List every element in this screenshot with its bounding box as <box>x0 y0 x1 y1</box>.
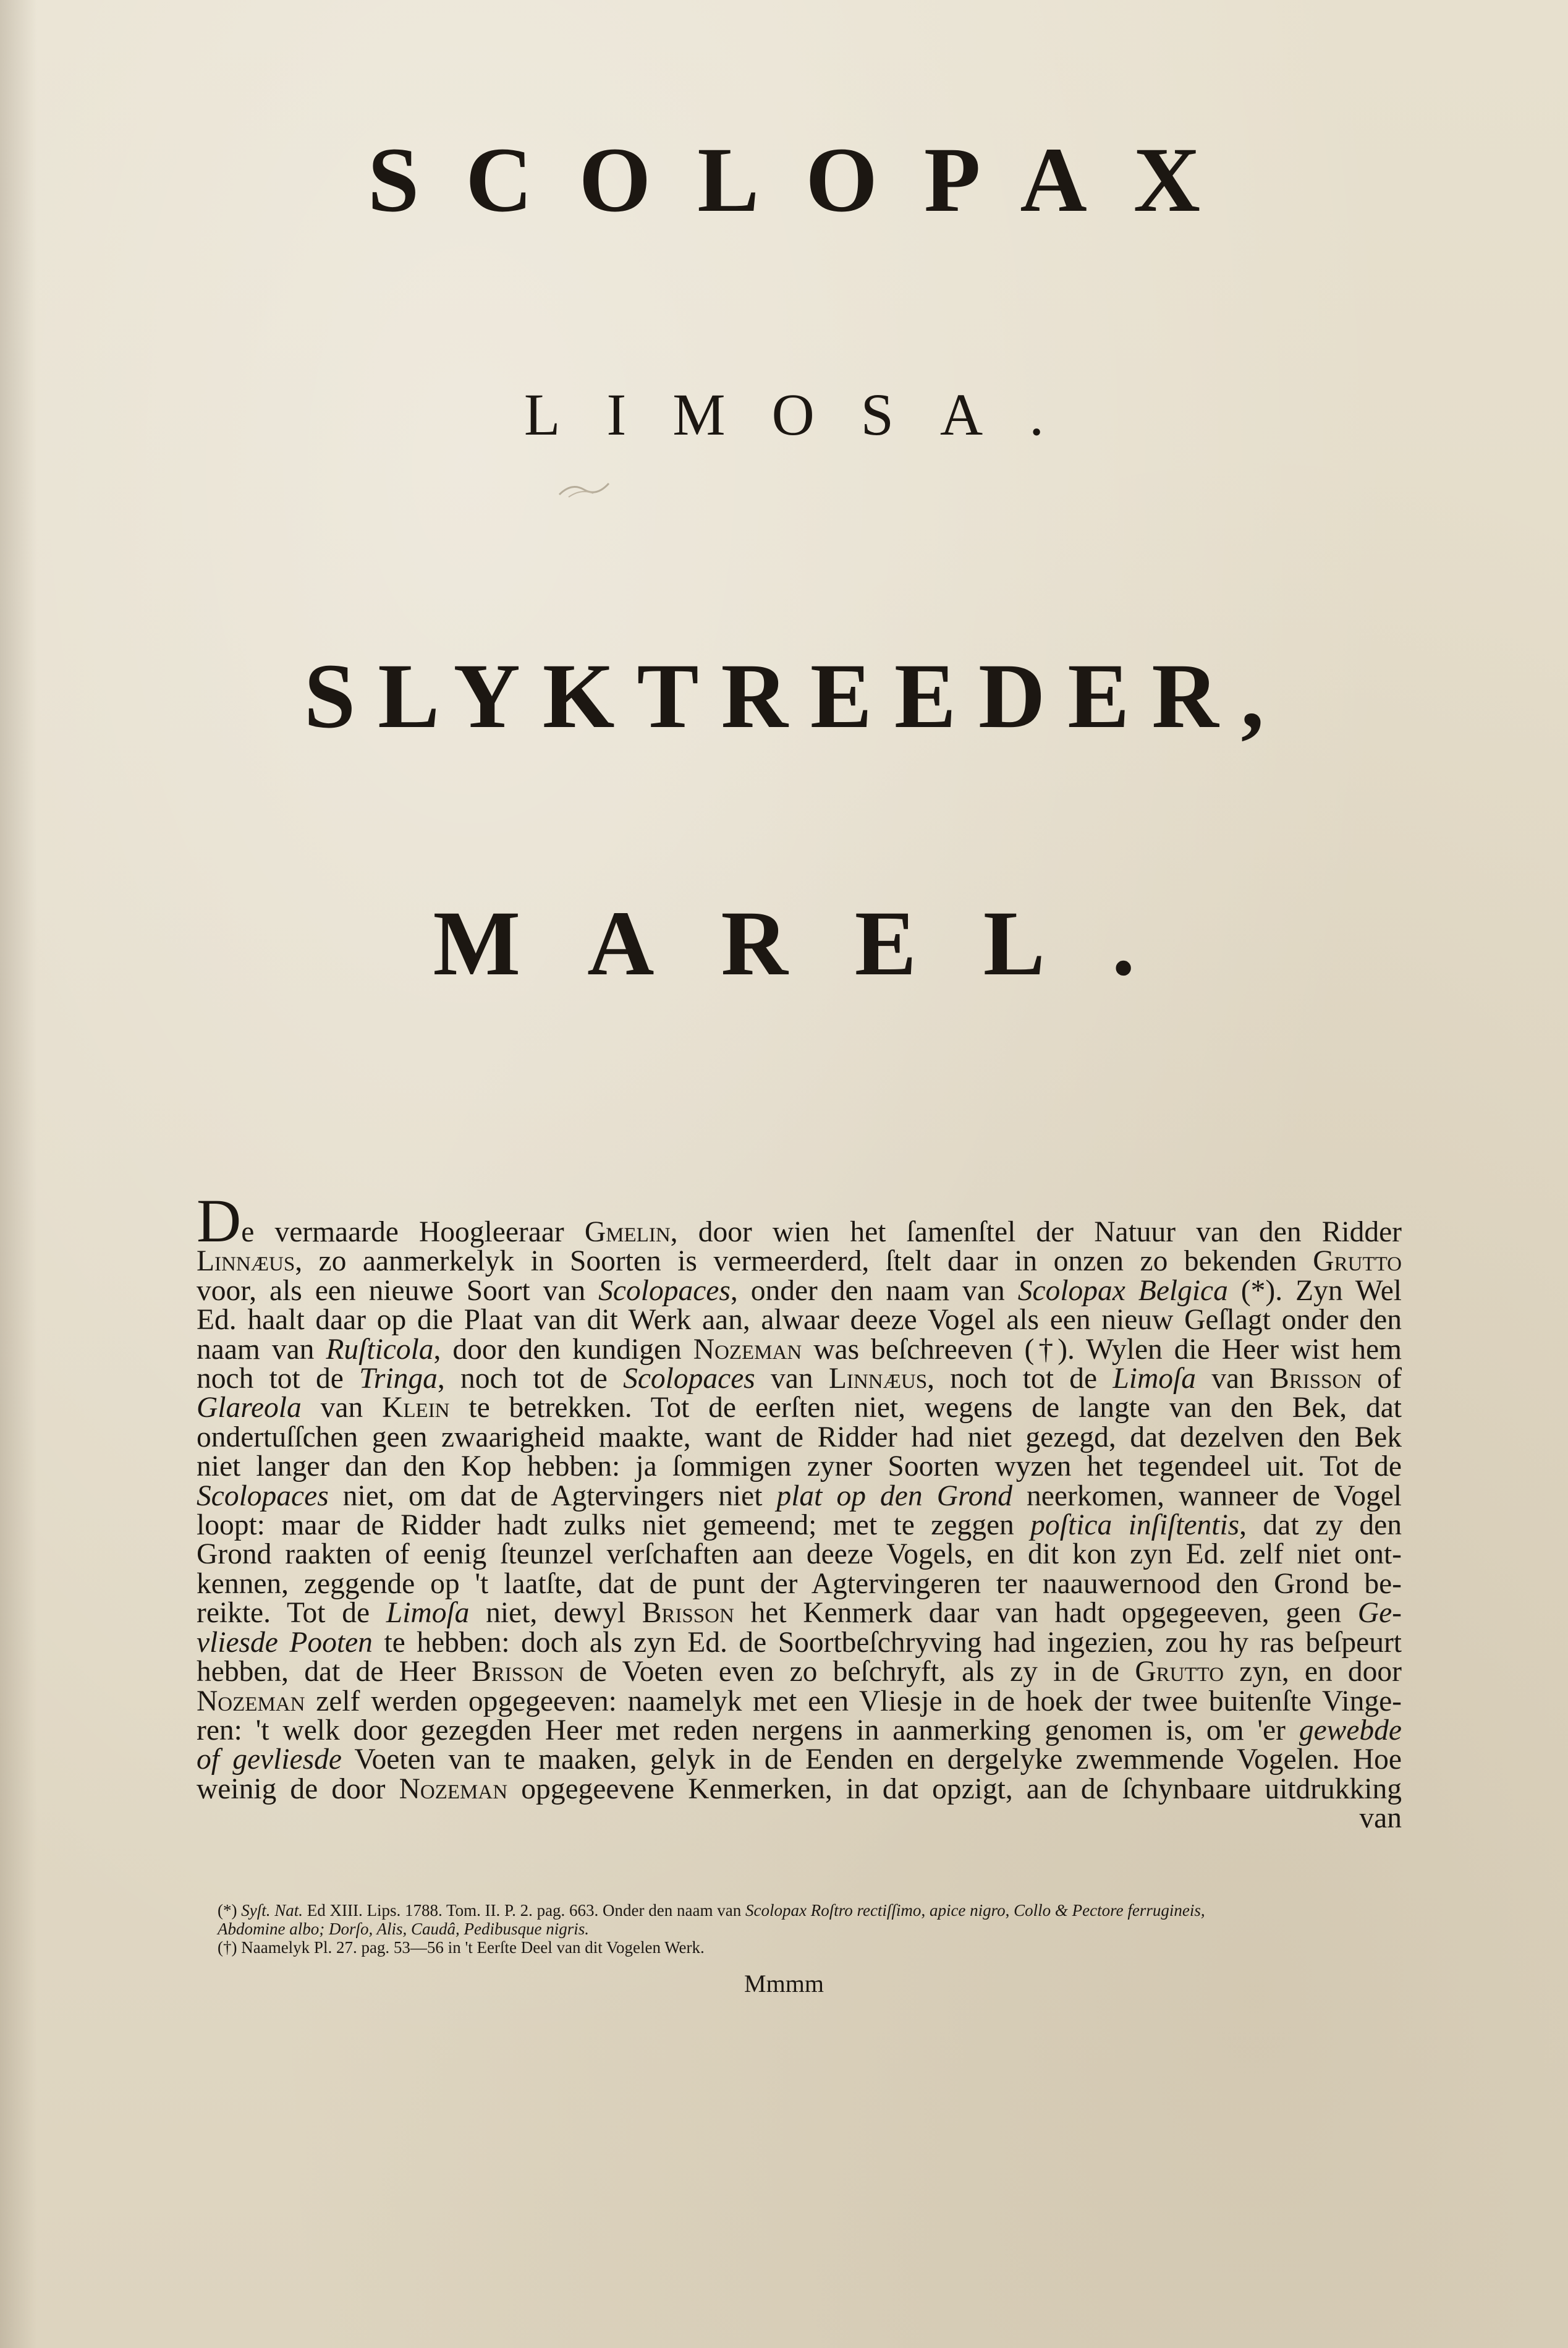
text-run: van <box>755 1363 829 1395</box>
italic-term: Tringa <box>359 1363 438 1395</box>
text-line <box>197 1511 1402 1540</box>
printers-ornament-icon <box>556 476 612 501</box>
small-caps-name: Linnæus <box>197 1245 295 1278</box>
text-run: , door wien het ſamenſtel der Natuur van den Ridder <box>670 1216 1402 1248</box>
italic-term: Scolopaces <box>197 1479 329 1512</box>
small-caps-name: Grutto <box>1135 1656 1224 1688</box>
italic-term: poſtica inſiſtentis <box>1030 1509 1240 1542</box>
text-run: opgegeevene Kenmerken, in dat opzigt, aan de ſchynbaare uitdrukking <box>507 1772 1402 1805</box>
italic-term: Scolopax Roſtro rectiſſimo <box>745 1901 922 1920</box>
italic-term: Scolopaces <box>623 1363 755 1395</box>
text-run: neerkomen, wanneer de Vogel <box>1012 1479 1402 1512</box>
title-dutch-alt-name: MAREL. <box>433 892 1202 995</box>
italic-term: of gevliesde <box>197 1743 342 1776</box>
text-run: Ed. haalt daar op die Plaat van dit Werk aan, alwaar deeze Vogel als een nieuw Geſlagt onder den <box>197 1304 1402 1337</box>
footnotes <box>218 1901 1392 1957</box>
text-run: (†) Naamelyk Pl. 27. pag. 53—56 in 't Eerſte Deel van dit Vogelen Werk. <box>218 1938 705 1957</box>
text-line <box>197 1393 1402 1423</box>
small-caps-name: Grutto <box>1313 1245 1402 1278</box>
text-run: (*) <box>218 1901 242 1920</box>
text-run: of <box>1362 1363 1402 1395</box>
drop-cap: D <box>197 1186 242 1255</box>
italic-term: Ge- <box>1357 1597 1402 1630</box>
title-dutch-name: SLYKTREEDER, <box>303 645 1287 747</box>
text-run: zelf werden opgegeeven: naamelyk met een Vliesje in de hoek der twee buitenſte Vinge- <box>305 1685 1402 1717</box>
small-caps-name: Nozeman <box>197 1685 305 1717</box>
small-caps-name: Brisson <box>472 1656 564 1688</box>
italic-term: Glareola <box>197 1392 302 1424</box>
italic-term: Scolopaces <box>598 1274 731 1307</box>
italic-term: gewebde <box>1299 1714 1402 1746</box>
small-caps-name: Brisson <box>642 1597 734 1630</box>
text-run: reikte. Tot de <box>197 1597 386 1630</box>
text-run: (*). Zyn Wel <box>1227 1274 1402 1307</box>
italic-term: vliesde Pooten <box>197 1626 373 1659</box>
italic-term: Syſt. Nat. <box>241 1901 303 1920</box>
italic-term: Ruſticola <box>326 1333 434 1366</box>
text-run: het Kenmerk daar van hadt opgegeeven, geen <box>734 1597 1358 1630</box>
text-line <box>197 1687 1402 1716</box>
text-line <box>197 1540 1402 1569</box>
small-caps-name: Gmelin <box>584 1216 671 1248</box>
italic-term: Limoſa <box>1112 1363 1196 1395</box>
text-run: Voeten van te maaken, gelyk in de Eenden en dergelyke zwemmende Vogelen. Hoe <box>341 1743 1402 1776</box>
italic-term: Abdomine albo; Dorſo, Alis, Caudâ, Pedibusque nigris. <box>218 1920 589 1938</box>
text-run: , door den kundigen <box>433 1333 693 1366</box>
text-line <box>197 1657 1402 1687</box>
italic-term: Collo & Pectore ferrugineis, <box>1014 1901 1205 1920</box>
text-run: , noch tot de <box>927 1363 1113 1395</box>
text-run: ren: 't welk door gezegden Heer met reden nergens in aanmerking genomen is, om 'er <box>197 1714 1299 1746</box>
text-run: , onder den naam van <box>730 1274 1018 1307</box>
text-run: van <box>301 1392 383 1424</box>
text-run: hebben, dat de Heer <box>197 1656 472 1688</box>
body-paragraph <box>197 1186 1402 1835</box>
text-line <box>197 1274 1402 1307</box>
text-run: , dat zy den <box>1239 1509 1402 1542</box>
text-run: loopt: maar de Ridder hadt zulks niet gemeend; met te zeggen <box>197 1509 1031 1542</box>
text-run: , <box>1005 1901 1014 1920</box>
signature-mark: Mmmm <box>744 1970 824 1997</box>
text-run: kennen, zeggende op 't laatſte, dat de punt der Agtervingeren ter naauwernood den Grond be- <box>197 1567 1402 1600</box>
small-caps-name: Nozeman <box>399 1772 508 1805</box>
text-run: , zo aanmerkelyk in Soorten is vermeerderd, ſtelt daar in onzen zo bekenden <box>295 1245 1313 1278</box>
text-line <box>197 1186 1402 1255</box>
italic-term: apice nigro <box>929 1901 1006 1920</box>
text-line <box>197 1599 1402 1628</box>
text-run: de Voeten even zo beſchryft, als zy in de <box>564 1656 1135 1688</box>
footnote-line <box>218 1938 1392 1957</box>
text-line <box>197 1804 1402 1833</box>
text-run: zyn, en door <box>1224 1656 1402 1688</box>
text-run: niet, dewyl <box>469 1597 642 1630</box>
text-run: e vermaarde Hoogleeraar <box>241 1216 585 1248</box>
text-run: niet langer dan den Kop hebben: ja ſommigen zyner Soorten wyzen het tegendeel uit. Tot de <box>197 1450 1402 1483</box>
text-line <box>197 1452 1402 1481</box>
small-caps-name: Klein <box>382 1392 450 1424</box>
text-run: van <box>1359 1802 1402 1835</box>
italic-term: Limoſa <box>386 1597 470 1630</box>
text-run: niet, om dat de Agtervingers niet <box>328 1479 777 1512</box>
small-caps-name: Brisson <box>1269 1363 1362 1395</box>
text-run: was beſchreeven (†). Wylen die Heer wist hem <box>802 1333 1402 1366</box>
italic-term: Scolopax Belgica <box>1017 1274 1228 1307</box>
title-species: LIMOSA. <box>523 381 1091 448</box>
text-run: Grond raakten of eenig ſteunzel verſchaften aan deeze Vogels, en dit kon zyn Ed. zelf niet ont- <box>197 1538 1402 1571</box>
text-run: te betrekken. Tot de eerſten niet, wegens de langte van den Bek, dat <box>449 1392 1402 1424</box>
small-caps-name: Linnæus <box>828 1363 928 1395</box>
text-run: Ed XIII. Lips. 1788. Tom. II. P. 2. pag. 663. Onder den naam van <box>302 1901 745 1920</box>
text-line <box>197 1335 1402 1364</box>
text-run: noch tot de <box>197 1363 360 1395</box>
text-run: van <box>1195 1363 1270 1395</box>
text-run: weinig de door <box>197 1772 399 1805</box>
text-line <box>197 1423 1402 1452</box>
title-genus: SCOLOPAX <box>367 129 1247 231</box>
text-line <box>197 1628 1402 1657</box>
text-run: te hebben: doch als zyn Ed. de Soortbeſchryving had ingezien, zou hy ras beſpeurt <box>372 1626 1402 1659</box>
text-run: , noch tot de <box>437 1363 624 1395</box>
text-line <box>197 1306 1402 1335</box>
text-run: voor, als een nieuwe Soort van <box>197 1274 599 1307</box>
footnote-line <box>218 1920 1392 1938</box>
text-run: , <box>921 1901 930 1920</box>
text-run: naam van <box>197 1333 326 1366</box>
text-line <box>197 1364 1402 1393</box>
text-line <box>197 1716 1402 1745</box>
small-caps-name: Nozeman <box>693 1333 802 1366</box>
text-line <box>197 1567 1402 1600</box>
text-line <box>197 1772 1402 1805</box>
text-run: ondertuſſchen geen zwaarigheid maakte, want de Ridder had niet gezegd, dat dezelven den Bek <box>197 1421 1402 1453</box>
text-line <box>197 1247 1402 1276</box>
italic-term: plat op den Grond <box>776 1479 1012 1512</box>
footnote-line <box>218 1901 1392 1920</box>
text-line <box>197 1479 1402 1512</box>
text-line <box>197 1745 1402 1774</box>
